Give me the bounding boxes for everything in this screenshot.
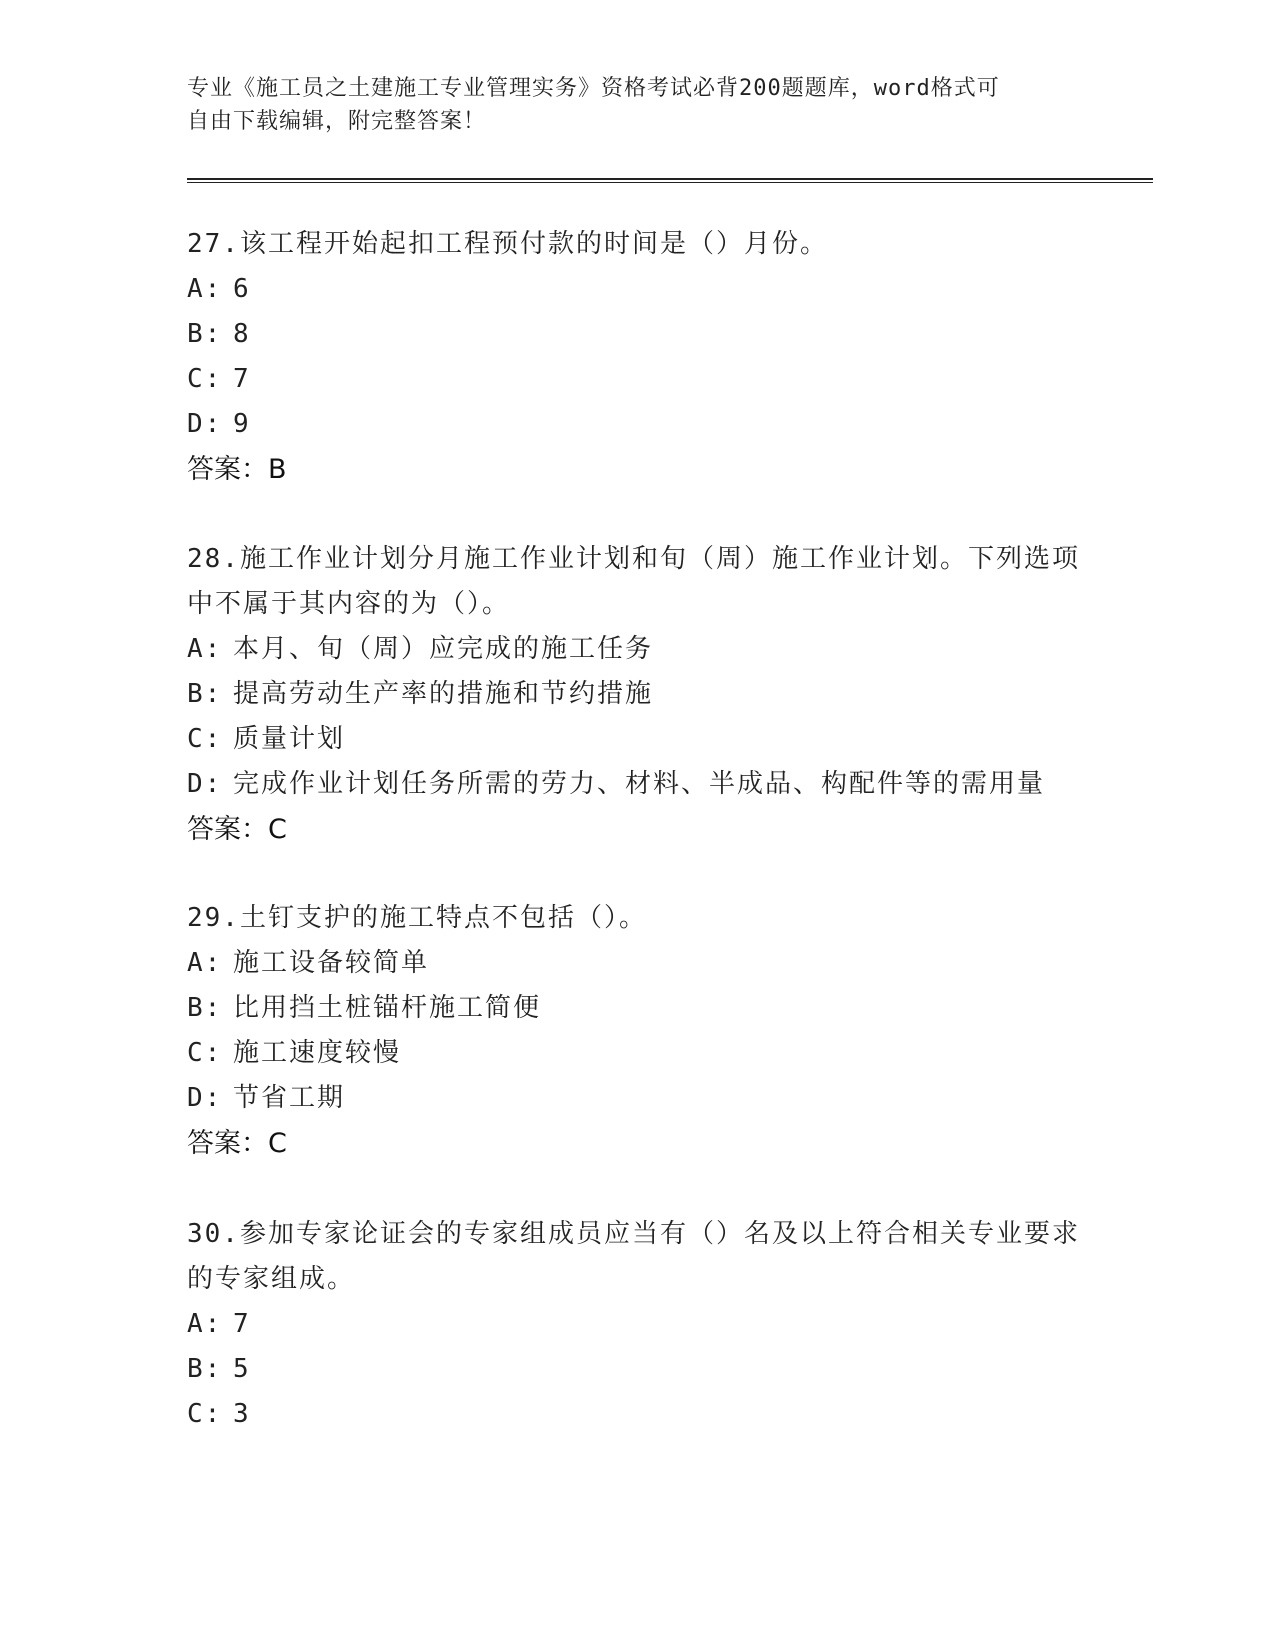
header-divider [187,178,1153,184]
answer: 答案：B [187,454,287,485]
question-stem: 29.土钉支护的施工特点不包括（）。 [187,903,647,933]
option-d: D: 9 [187,409,251,439]
option-c: C: 3 [187,1399,251,1429]
option-b: B: 比用挡土桩锚杆施工简便 [187,993,542,1023]
question-stem: 30.参加专家论证会的专家组成员应当有（）名及以上符合相关专业要求的专家组成。 [187,1219,1080,1294]
answer: 答案：C [187,1128,287,1159]
header-line-2: 自由下载编辑，附完整答案！ [187,109,487,134]
option-a: A: 施工设备较简单 [187,948,430,978]
answer: 答案：C [187,814,287,845]
option-a: A: 7 [187,1309,251,1339]
option-d: D: 完成作业计划任务所需的劳力、材料、半成品、构配件等的需用量 [187,769,1046,799]
option-b: B: 提高劳动生产率的措施和节约措施 [187,679,654,709]
option-a: A: 6 [187,274,251,304]
option-a: A: 本月、旬（周）应完成的施工任务 [187,634,654,664]
header-line-1: 专业《施工员之土建施工专业管理实务》资格考试必背200题题库，word格式可 [187,76,1000,101]
question-29 [187,896,1087,1166]
question-28 [187,537,1087,852]
document-header [187,72,1067,138]
option-d: D: 节省工期 [187,1083,346,1113]
question-27 [187,222,1087,492]
question-stem: 27.该工程开始起扣工程预付款的时间是（）月份。 [187,229,828,259]
option-c: C: 7 [187,364,251,394]
option-c: C: 质量计划 [187,724,346,754]
question-30 [187,1212,1087,1437]
option-b: B: 5 [187,1354,251,1384]
option-c: C: 施工速度较慢 [187,1038,402,1068]
question-stem: 28.施工作业计划分月施工作业计划和旬（周）施工作业计划。下列选项中不属于其内容的为（）。 [187,544,1080,619]
option-b: B: 8 [187,319,251,349]
